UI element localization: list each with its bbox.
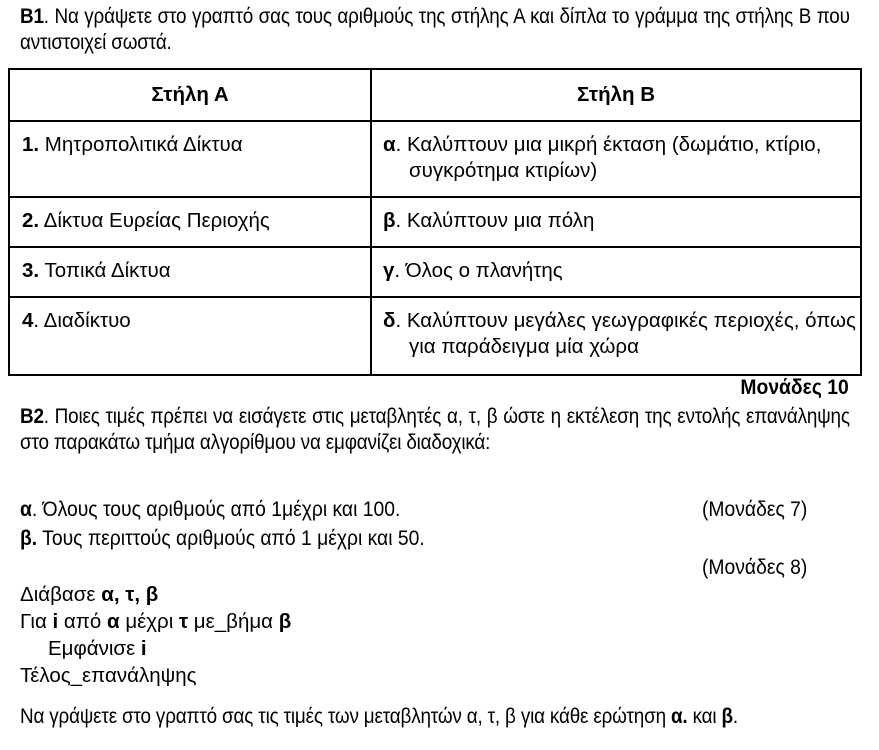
question-b1-intro	[20, 4, 850, 56]
column-a-cell	[9, 297, 371, 375]
algorithm-line-for	[20, 609, 291, 635]
print-keyword: Εμφάνισε	[48, 637, 141, 660]
step-keyword: με_βήμα	[188, 610, 279, 633]
column-b-header: Στήλη Β	[371, 69, 861, 121]
row-letter: δ	[383, 309, 396, 332]
column-a-cell	[9, 197, 371, 247]
from-keyword: από	[58, 610, 108, 633]
table-row	[9, 121, 861, 197]
row-a-text: . Διαδίκτυο	[33, 309, 131, 332]
table-row	[9, 247, 861, 297]
closing-b: β	[721, 705, 733, 728]
row-letter: γ	[383, 259, 395, 282]
read-vars: α, τ, β	[101, 583, 159, 606]
column-a-cell	[9, 121, 371, 197]
closing-a: α.	[670, 705, 688, 728]
column-b-cell	[371, 247, 861, 297]
item-letter: α	[20, 498, 32, 521]
question-b2-intro	[20, 404, 850, 456]
row-b-text: . Όλος ο πλανήτης	[394, 259, 563, 282]
item-text: Τους περιττούς αριθμούς από 1 μέχρι και 50.	[37, 527, 425, 550]
closing-end: .	[732, 705, 738, 728]
table-row	[9, 197, 861, 247]
item-letter: β.	[20, 527, 38, 550]
to-keyword: μέχρι	[119, 610, 179, 633]
b2-item-a	[20, 497, 400, 523]
step-var: β	[278, 610, 292, 633]
question-b1-label: Β1	[20, 5, 44, 28]
closing-mid: και	[687, 705, 722, 728]
row-number: 4	[22, 309, 34, 332]
row-a-text: Μητροπολιτικά Δίκτυα	[39, 133, 243, 156]
question-b2-text: . Ποιες τιμές πρέπει να εισάγετε στις μεταβλητές α, τ, β ώστε η εκτέλεση της εντολής επανάληψης στο παρακάτω τμήμα αλγορίθμου να εμφανίζει διαδοχικά:	[20, 405, 850, 454]
b2-item-a-points: (Μονάδες 7)	[702, 498, 808, 521]
question-b1-text: . Να γράψετε στο γραπτό σας τους αριθμούς της στήλης Α και δίπλα το γράμμα της στήλης Β που αντιστοιχεί σωστά.	[20, 5, 850, 54]
b2-item-b-points: (Μονάδες 8)	[702, 556, 808, 579]
algorithm-line-read	[20, 582, 158, 608]
column-b-cell	[371, 197, 861, 247]
from-var: α	[107, 610, 120, 633]
row-b-text: . Καλύπτουν μια πόλη	[395, 209, 595, 232]
matching-table	[8, 68, 862, 376]
b1-points: Μονάδες 10	[740, 376, 849, 399]
read-keyword: Διάβασε	[20, 583, 102, 606]
row-letter: β	[383, 209, 396, 232]
column-b-cell	[371, 121, 861, 197]
b2-item-b	[20, 526, 425, 552]
row-b-text: . Καλύπτουν μια μικρή έκταση (δωμάτιο, κτίριο, συγκρότημα κτιρίων)	[395, 133, 822, 182]
row-number: 2.	[22, 209, 40, 232]
to-var: τ	[178, 610, 189, 633]
row-number: 3.	[22, 259, 40, 282]
print-var: i	[140, 637, 147, 660]
column-b-cell	[371, 297, 861, 375]
row-a-text: Τοπικά Δίκτυα	[39, 259, 171, 282]
question-b2-label: Β2	[20, 405, 44, 428]
row-b-text: . Καλύπτουν μεγάλες γεωγραφικές περιοχές, όπως για παράδειγμα μία χώρα	[395, 309, 856, 358]
row-a-text: Δίκτυα Ευρείας Περιοχής	[39, 209, 270, 232]
for-keyword: Για	[20, 610, 53, 633]
for-var: i	[52, 610, 59, 633]
algorithm-line-print	[48, 636, 147, 662]
item-text: . Όλους τους αριθμούς από 1μέχρι και 100.	[31, 498, 401, 521]
closing-text: Να γράψετε στο γραπτό σας τις τιμές των μεταβλητών α, τ, β για κάθε ερώτηση	[20, 705, 671, 728]
table-row	[9, 297, 861, 375]
column-a-cell	[9, 247, 371, 297]
b2-closing	[20, 704, 850, 730]
algorithm-line-end: Τέλος_επανάληψης	[20, 664, 197, 687]
row-letter: α	[383, 133, 396, 156]
column-a-header: Στήλη Α	[9, 69, 371, 121]
row-number: 1.	[22, 133, 40, 156]
